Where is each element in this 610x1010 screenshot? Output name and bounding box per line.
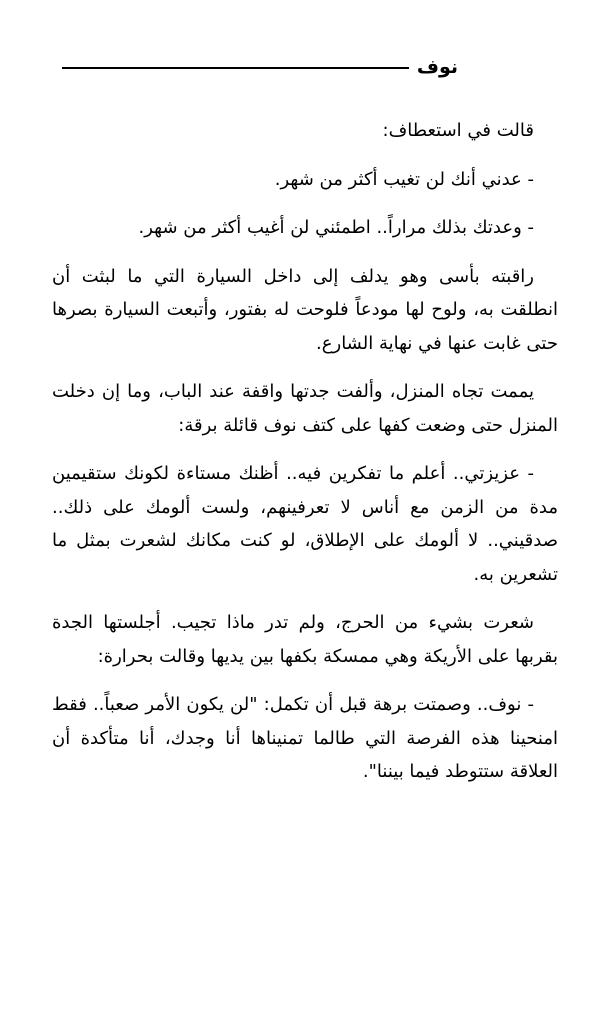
- paragraph: شعرت بشيء من الحرج، ولم تدر ماذا تجيب. أجلستها الجدة بقربها على الأريكة وهي ممسكة بكفها بين يديها وقالت بحرارة:: [52, 612, 558, 667]
- chapter-title: نوف: [416, 56, 458, 78]
- paragraph: - نوف.. وصمتت برهة قبل أن تكمل: "لن يكون الأمر صعباً.. فقط امنحينا هذه الفرصة التي طالما تمنيناها أنا وجدك، أنا متأكدة أن العلاقة ستتوطد فيما بيننا".: [52, 694, 558, 782]
- header-rule: [62, 67, 409, 69]
- body-text: [52, 114, 558, 789]
- paragraph: - عدني أنك لن تغيب أكثر من شهر.: [274, 168, 534, 190]
- paragraph: راقبته بأسى وهو يدلف إلى داخل السيارة التي ما لبثت أن انطلقت به، ولوح لها مودعاً فلوحت له بفتور، وأتبعت السيارة بصرها حتى غابت عنها في نهاية الشارع.: [52, 265, 558, 354]
- paragraph: قالت في استعطاف:: [382, 120, 534, 141]
- paragraph: - وعدتك بذلك مراراً.. اطمئني لن أغيب أكثر من شهر.: [138, 217, 534, 238]
- running-header: [62, 52, 458, 82]
- paragraph: - عزيزتي.. أعلم ما تفكرين فيه.. أظنك مستاءة لكونك ستقيمين مدة من الزمن مع أناس لا تعرفينهم، ولست ألومك على ذلك.. صدقيني.. لا ألومك على الإطلاق، لو كنت مكانك لشعرت بمثل ما تشعرين به.: [52, 463, 558, 585]
- paragraph: يممت تجاه المنزل، وألفت جدتها واقفة عند الباب، وما إن دخلت المنزل حتى وضعت كفها على كتف نوف قائلة برقة:: [52, 381, 558, 436]
